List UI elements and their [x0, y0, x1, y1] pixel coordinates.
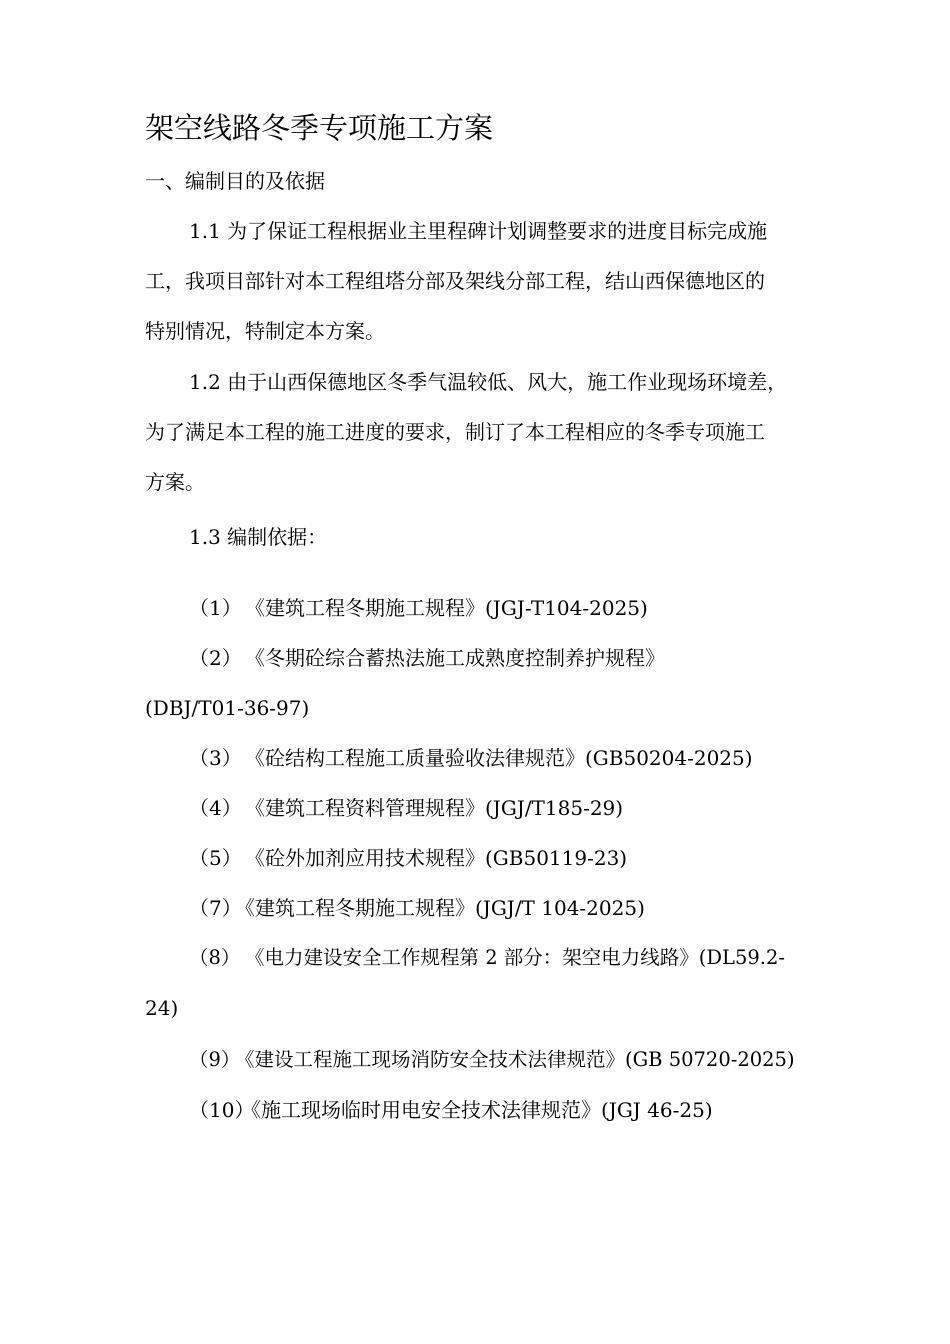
reference-text: 《砼外加剂应用技术规程》(GB50119-23) — [245, 846, 628, 870]
reference-text: 《建筑工程冬期施工规程》(JGJ/T 104-2025) — [235, 896, 645, 920]
reference-text: 《建设工程施工现场消防安全技术法律规范》(GB 50720-2025) — [235, 1048, 795, 1071]
reference-number: （3） — [189, 746, 242, 770]
reference-number: （7） — [189, 896, 242, 920]
paragraph-1-1-line-1: 1.1 为了保证工程根据业主里程碑计划调整要求的进度目标完成施 — [189, 219, 768, 243]
paragraph-1-2-line-1: 1.2 由于山西保德地区冬季气温较低、风大，施工作业现场环境差， — [189, 370, 788, 394]
paragraph-1-1-line-2: 工，我项目部针对本工程组塔分部及架线分部工程，结山西保德地区的 — [145, 269, 765, 293]
paragraph-1-2-line-2: 为了满足本工程的施工进度的要求，制订了本工程相应的冬季专项施工 — [145, 420, 765, 444]
reference-item — [189, 895, 645, 921]
reference-item — [189, 945, 785, 971]
reference-text: 《电力建设安全工作规程第 2 部分：架空电力线路》(DL59.2- — [245, 946, 786, 969]
document-title: 架空线路冬季专项施工方案 — [145, 111, 494, 145]
reference-text: 《砼结构工程施工质量验收法律规范》(GB50204-2025) — [245, 746, 753, 770]
reference-text: 《建筑工程冬期施工规程》(JGJ-T104-2025) — [245, 596, 648, 620]
section-heading: 一、编制目的及依据 — [145, 169, 325, 193]
reference-item — [189, 1097, 713, 1123]
reference-item — [189, 845, 627, 871]
reference-item — [189, 645, 665, 671]
reference-item — [189, 1047, 795, 1073]
paragraph-1-3: 1.3 编制依据： — [189, 525, 328, 549]
reference-number: （8） — [189, 946, 241, 969]
reference-number: （5） — [189, 846, 242, 870]
reference-continuation: 24) — [145, 996, 179, 1020]
reference-text: 《施工现场临时用电安全技术法律规范》(JGJ 46-25) — [241, 1098, 713, 1122]
reference-text: 《建筑工程资料管理规程》(JGJ/T185-29) — [245, 796, 624, 820]
reference-item — [189, 595, 648, 621]
reference-number: （4） — [189, 796, 242, 820]
reference-number: （1） — [189, 596, 242, 620]
reference-text: 《冬期砼综合蓄热法施工成熟度控制养护规程》 — [245, 646, 665, 670]
paragraph-1-2-line-3: 方案。 — [145, 470, 205, 494]
reference-number: （9） — [189, 1048, 241, 1071]
reference-continuation: (DBJ/T01-36-97) — [145, 696, 310, 720]
reference-item — [189, 795, 623, 821]
reference-number: （10） — [189, 1098, 255, 1122]
paragraph-1-1-line-3: 特别情况，特制定本方案。 — [145, 319, 385, 343]
reference-number: （2） — [189, 646, 242, 670]
reference-item — [189, 745, 753, 771]
